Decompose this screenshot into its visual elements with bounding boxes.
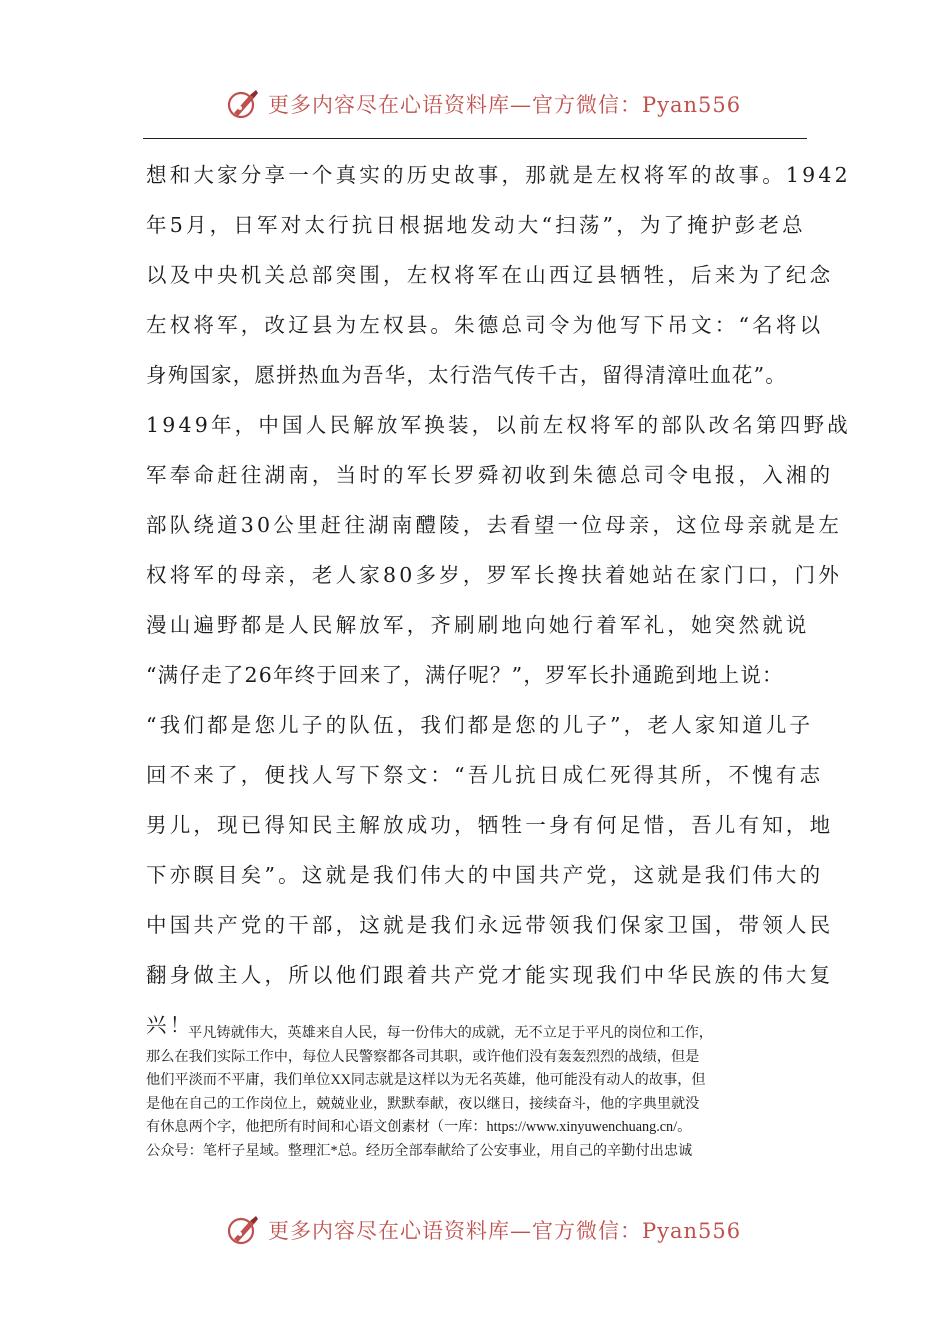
text-line: “我们都是您儿子的队伍，我们都是您的儿子”，老人家知道儿子	[146, 713, 814, 737]
secondary-paragraph	[146, 1022, 810, 1164]
text-line: 1949年，中国人民解放军换装，以前左权将军的部队改名第四野战	[146, 413, 851, 437]
text-line: 漫山遍野都是人民解放军，齐刷刷地向她行着军礼，她突然就说	[146, 613, 810, 637]
text-line: “满仔走了26年终于回来了，满仔呢？”，罗军长扑通跪到地上说：	[146, 663, 784, 687]
pen-nib-icon	[226, 87, 260, 121]
footer-banner[interactable]	[226, 1210, 746, 1250]
text-line: 身殉国家，愿拼热血为吾华，太行浩气传千古，留得清漳吐血花”。	[146, 363, 787, 387]
text-line: 是他在自己的工作岗位上，兢兢业业，默默奉献，夜以继日，接续奋斗，他的字典里就没	[146, 1095, 700, 1112]
text-line: 翻身做主人，所以他们跟着共产党才能实现我们中华民族的伟大复	[146, 963, 834, 987]
text-line: 想和大家分享一个真实的历史故事，那就是左权将军的故事。1942	[146, 163, 851, 187]
footer-banner-text: 更多内容尽在心语资料库—官方微信：Pyan556	[268, 1219, 742, 1243]
header-banner-text: 更多内容尽在心语资料库—官方微信：Pyan556	[268, 93, 742, 117]
text-line: 权将军的母亲，老人家80多岁，罗军长搀扶着她站在家门口，门外	[146, 563, 843, 587]
text-line: 他们平淡而不平庸，我们单位XX同志就是这样以为无名英雄，他可能没有动人的故事，但	[146, 1072, 706, 1089]
text-line: 回不来了，便找人写下祭文：“吾儿抗日成仁死得其所，不愧有志	[146, 763, 824, 787]
header-banner[interactable]	[226, 84, 746, 124]
text-line: 下亦瞑目矣”。这就是我们伟大的中国共产党，这就是我们伟大的	[146, 863, 824, 887]
text-line: 男儿，现已得知民主解放成功，牺牲一身有何足惜，吾儿有知，地	[146, 813, 834, 837]
text-line: 兴！	[146, 1013, 194, 1037]
text-line: 军奉命赶往湖南，当时的军长罗舜初收到朱德总司令电报，入湘的	[146, 463, 834, 487]
main-paragraph	[146, 150, 851, 1050]
text-line: 部队绕道30公里赶往湖南醴陵，去看望一位母亲，这位母亲就是左	[146, 513, 843, 537]
text-line: 公众号：笔杆子星域。整理汇*总。经历全部奉献给了公安事业，用自己的辛勤付出忠诚	[146, 1142, 693, 1159]
text-line: 年5月，日军对太行抗日根据地发动大“扫荡”，为了掩护彭老总	[146, 213, 806, 237]
text-line: 左权将军，改辽县为左权县。朱德总司令为他写下吊文：“名将以	[146, 313, 824, 337]
text-line: 那么在我们实际工作中，每位人民警察都各司其职，或许他们没有轰轰烈烈的战绩，但是	[146, 1048, 700, 1065]
text-line: 有休息两个字，他把所有时间和心语文创素材（一库：https://www.xinyuwenchuang.cn/。	[146, 1119, 692, 1136]
text-line: 中国共产党的干部，这就是我们永远带领我们保家卫国，带领人民	[146, 913, 834, 937]
text-line: 以及中央机关总部突围，左权将军在山西辽县牺牲，后来为了纪念	[146, 263, 834, 287]
header-divider	[143, 138, 807, 139]
text-line: 平凡铸就伟大，英雄来自人民，每一份伟大的成就，无不立足于平凡的岗位和工作，	[188, 1025, 713, 1041]
pen-nib-icon	[226, 1213, 260, 1247]
